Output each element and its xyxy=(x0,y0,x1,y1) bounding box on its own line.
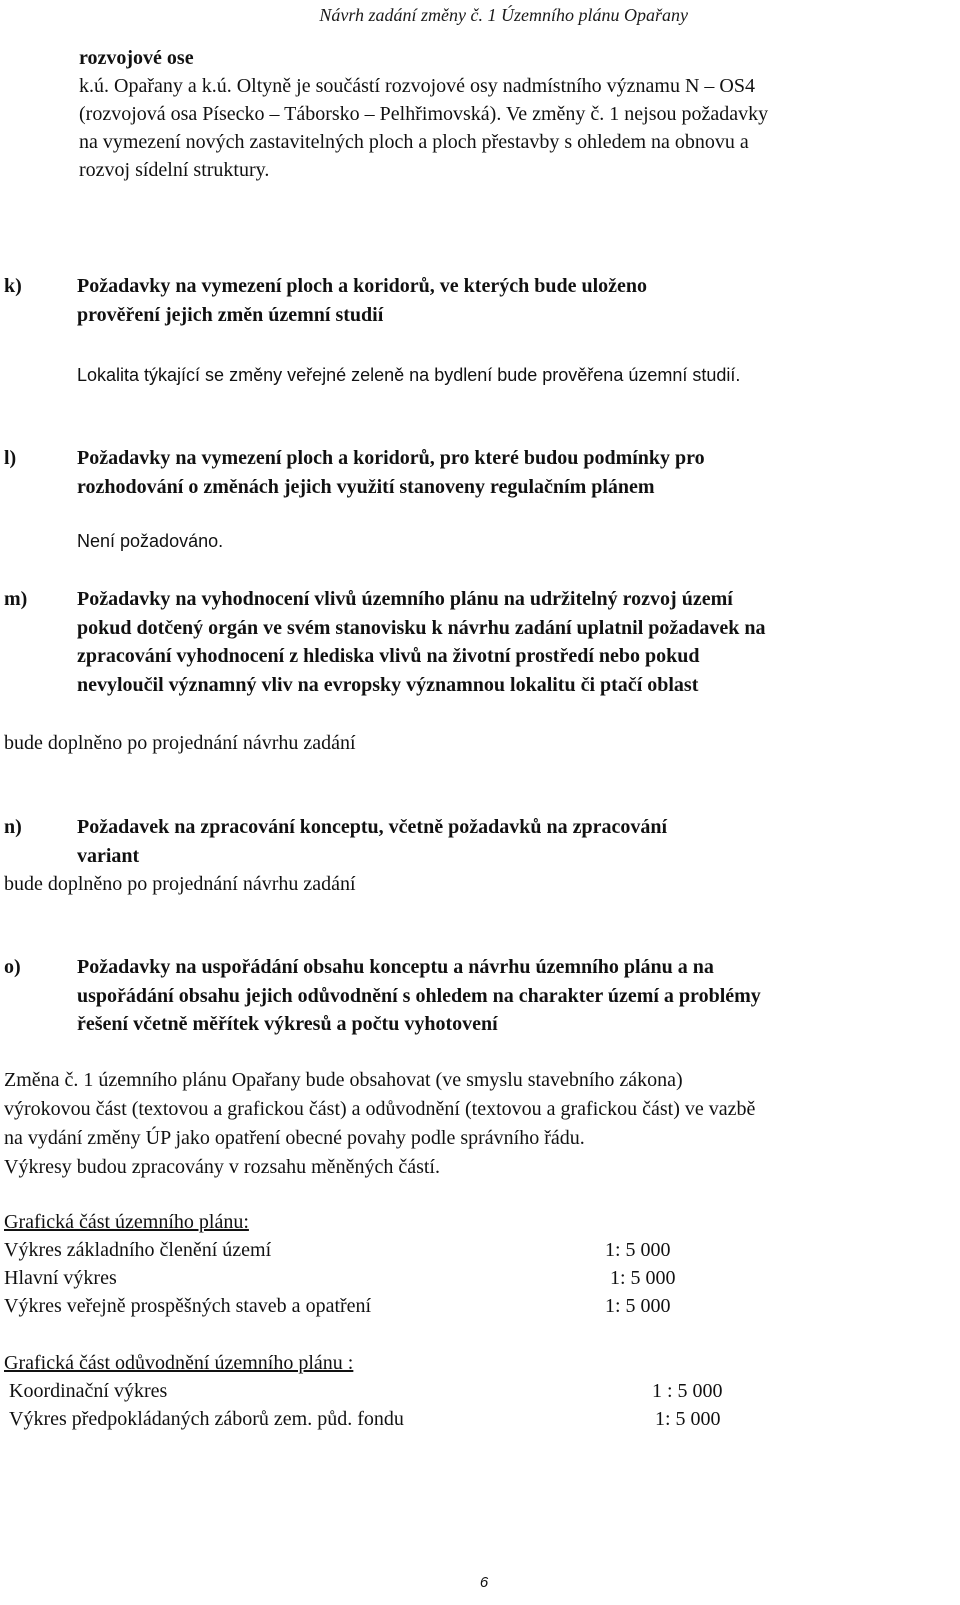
section-letter: k) xyxy=(4,275,22,297)
section-letter: m) xyxy=(4,588,28,610)
section-body: Lokalita týkající se změny veřejné zeleně na bydlení bude prověřena územní studií. xyxy=(77,365,741,385)
drawing-scale: 1: 5 000 xyxy=(655,1408,721,1430)
section-body: bude doplněno po projednání návrhu zadání xyxy=(4,873,356,895)
list-title: Grafická část územního plánu: xyxy=(4,1211,249,1233)
heading-line: uspořádání obsahu jejich odůvodnění s ohledem na charakter území a problémy xyxy=(77,984,761,1007)
drawing-name: Výkres veřejně prospěšných staveb a opatření xyxy=(4,1295,372,1317)
heading-line: Požadavky na uspořádání obsahu konceptu a návrhu územního plánu a na xyxy=(77,956,714,978)
drawing-scale: 1: 5 000 xyxy=(610,1267,676,1289)
heading-line: prověření jejich změn územní studií xyxy=(77,303,384,326)
section-heading xyxy=(77,953,950,1039)
heading-line: Požadavky na vyhodnocení vlivů územního plánu na udržitelný rozvoj území xyxy=(77,588,733,610)
section-body: Není požadováno. xyxy=(77,531,224,551)
intro-heading: rozvojové ose xyxy=(79,47,194,69)
drawing-scale: 1: 5 000 xyxy=(605,1239,671,1261)
drawing-scale: 1 : 5 000 xyxy=(652,1380,723,1402)
heading-line: pokud dotčený orgán ve svém stanovisku k návrhu zadání uplatnil požadavek na xyxy=(77,616,766,639)
body-line: výrokovou část (textovou a grafickou část) a odůvodnění (textovou a grafickou část) ve vazbě xyxy=(4,1098,756,1120)
drawing-name: Hlavní výkres xyxy=(4,1267,117,1289)
heading-line: Požadavky na vymezení ploch a koridorů, ve kterých bude uloženo xyxy=(77,275,648,297)
body-line: Výkresy budou zpracovány v rozsahu měněných částí. xyxy=(4,1156,440,1178)
section-heading xyxy=(77,813,950,870)
list-title: Grafická část odůvodnění územního plánu : xyxy=(4,1352,354,1374)
section-letter: n) xyxy=(4,816,22,838)
intro-line: rozvoj sídelní struktury. xyxy=(79,159,270,181)
body-line: na vydání změny ÚP jako opatření obecné povahy podle správního řádu. xyxy=(4,1127,585,1149)
heading-line: variant xyxy=(77,844,140,867)
heading-line: nevyloučil významný vliv na evropsky významnou lokalitu či ptačí oblast xyxy=(77,673,699,696)
intro-line: na vymezení nových zastavitelných ploch a ploch přestavby s ohledem na obnovu a xyxy=(79,131,749,153)
heading-line: řešení včetně měřítek výkresů a počtu vyhotovení xyxy=(77,1013,498,1035)
section-letter: l) xyxy=(4,447,17,469)
page-number: 6 xyxy=(479,1574,489,1591)
body-line: Změna č. 1 územního plánu Opařany bude obsahovat (ve smyslu stavebního zákona) xyxy=(4,1069,683,1091)
heading-line: rozhodování o změnách jejich využití stanoveny regulačním plánem xyxy=(77,475,655,498)
intro-paragraph xyxy=(79,72,960,184)
section-body xyxy=(4,1066,960,1182)
intro-line: (rozvojová osa Písecko – Táborsko – Pelhřimovská). Ve změny č. 1 nejsou požadavky xyxy=(79,103,769,125)
section-heading xyxy=(77,444,950,501)
drawing-name: Výkres základního členění území xyxy=(4,1239,272,1261)
section-body: bude doplněno po projednání návrhu zadání xyxy=(4,732,356,754)
drawing-name: Koordinační výkres xyxy=(9,1380,168,1402)
section-heading xyxy=(77,585,950,699)
heading-line: Požadavek na zpracování konceptu, včetně požadavků na zpracování xyxy=(77,816,668,838)
intro-line: k.ú. Opařany a k.ú. Oltyně je součástí rozvojové osy nadmístního významu N – OS4 xyxy=(79,75,755,97)
page-header: Návrh zadání změny č. 1 Územního plánu Opařany xyxy=(319,5,688,25)
heading-line: Požadavky na vymezení ploch a koridorů, pro které budou podmínky pro xyxy=(77,447,705,469)
drawing-name: Výkres předpokládaných záborů zem. půd. fondu xyxy=(9,1408,404,1430)
section-letter: o) xyxy=(4,956,21,978)
heading-line: zpracování vyhodnocení z hlediska vlivů na životní prostředí nebo pokud xyxy=(77,645,700,667)
drawing-scale: 1: 5 000 xyxy=(605,1295,671,1317)
section-heading xyxy=(77,272,950,329)
